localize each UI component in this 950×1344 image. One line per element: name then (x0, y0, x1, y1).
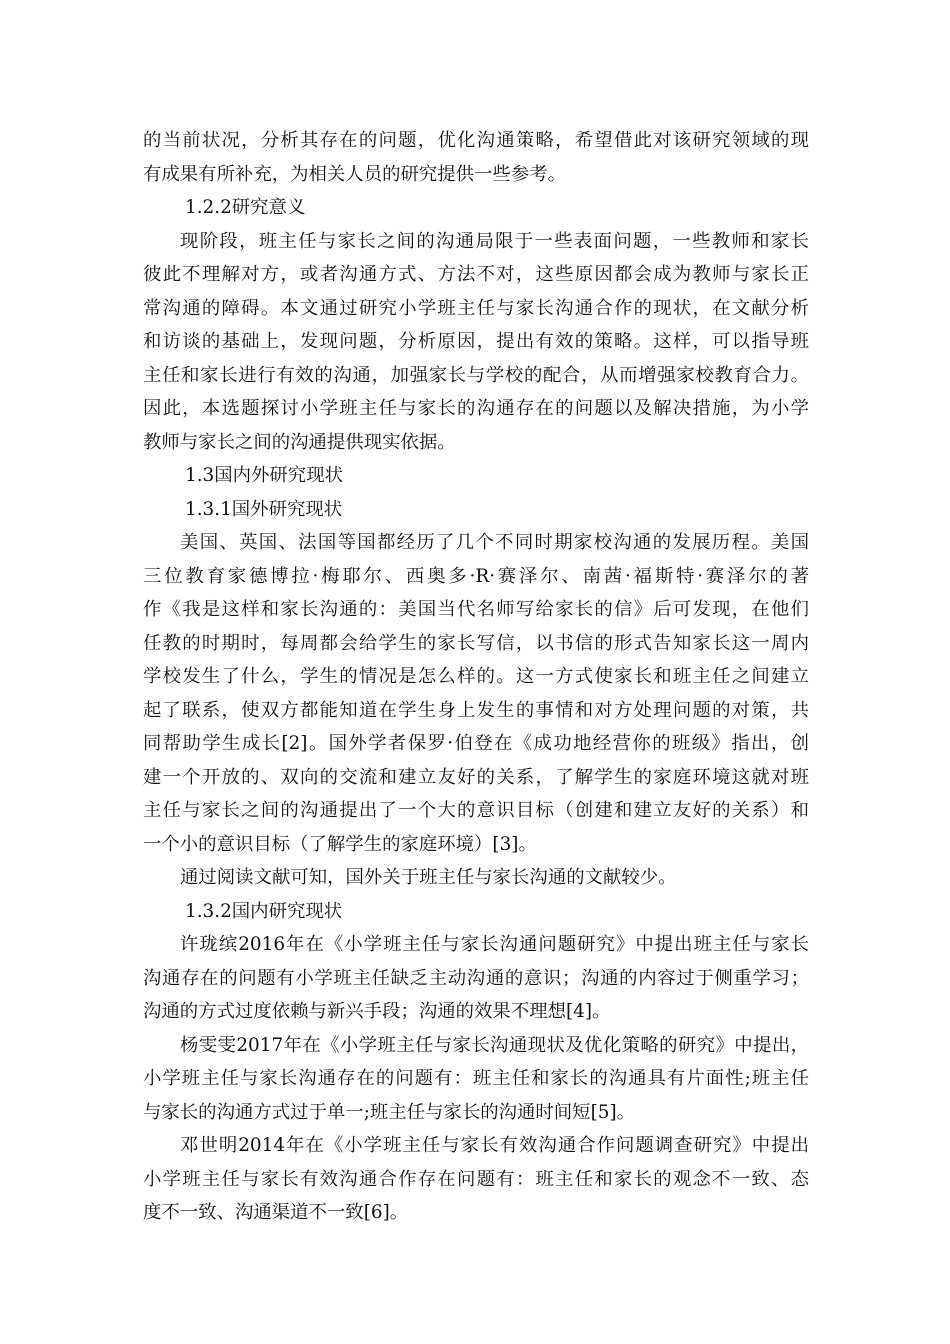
text-line: 主任和家长进行有效的沟通，加强家长与学校的配合，从而增强家校教育合力。 (143, 364, 809, 386)
text-line: 作《我是这样和家长沟通的：美国当代名师写给家长的信》后可发现，在他们 (143, 599, 809, 620)
text-line: 学校发生了什么，学生的情况是怎么样的。这一方式使家长和班主任之间建立 (143, 666, 809, 687)
paragraph (143, 1129, 809, 1230)
text-line: 通过阅读文献可知，国外关于班主任与家长沟通的文献较少。 (180, 867, 677, 888)
text-line: 小学班主任与家长沟通存在的问题有：班主任和家长的沟通具有片面性;班主任 (143, 1068, 809, 1089)
text-line: 一个小的意识目标（了解学生的家庭环境）[3]。 (143, 833, 537, 855)
text-line: 因此，本选题探讨小学班主任与家长的沟通存在的问题以及解决措施，为小学 (143, 398, 809, 419)
section-heading: 1.3国内外研究现状 (185, 465, 343, 486)
paragraph (143, 1029, 809, 1130)
paragraph (143, 124, 809, 191)
text-line: 主任与家长之间的沟通提出了一个大的意识目标（创建和建立友好的关系）和 (143, 800, 809, 821)
section-heading: 1.2.2研究意义 (185, 197, 306, 218)
text-line: 三位教育家德博拉·梅耶尔、西奥多·R·赛泽尔、南茜·福斯特·赛泽尔的著 (143, 565, 809, 587)
text-line: 小学班主任与家长有效沟通合作存在问题有：班主任和家长的观念不一致、态 (143, 1168, 809, 1190)
text-line: 同帮助学生成长[2]。国外学者保罗·伯登在《成功地经营你的班级》指出，创 (143, 733, 809, 754)
paragraph (143, 928, 809, 1029)
text-line: 任教的时期时，每周都会给学生的家长写信，以书信的形式告知家长这一周内 (143, 632, 809, 654)
paragraph (143, 225, 809, 460)
text-line: 起了联系，使双方都能知道在学生身上发生的事情和对方处理问题的对策，共 (143, 699, 809, 721)
text-line: 度不一致、沟通渠道不一致[6]。 (143, 1202, 409, 1223)
text-line: 邓世明2014年在《小学班主任与家长有效沟通合作问题调查研究》中提出 (180, 1135, 809, 1156)
paragraph (143, 526, 809, 861)
text-line: 沟通存在的问题有小学班主任缺乏主动沟通的意识；沟通的内容过于侧重学习； (143, 967, 809, 989)
text-line: 杨雯雯2017年在《小学班主任与家长沟通现状及优化策略的研究》中提出， (180, 1034, 809, 1056)
text-line: 现阶段，班主任与家长之间的沟通局限于一些表面问题，一些教师和家长 (180, 230, 809, 252)
section-heading: 1.3.2国内研究现状 (185, 900, 343, 922)
document-body (143, 124, 809, 1230)
text-line: 和访谈的基础上，发现问题，分析原因，提出有效的策略。这样，可以指导班 (143, 331, 809, 352)
text-line: 的当前状况，分析其存在的问题，优化沟通策略，希望借此对该研究领域的现 (143, 130, 809, 151)
text-line: 教师与家长之间的沟通提供现实依据。 (143, 431, 456, 453)
text-line: 美国、英国、法国等国都经历了几个不同时期家校沟通的发展历程。美国 (180, 532, 809, 553)
text-line: 沟通的方式过度依赖与新兴手段；沟通的效果不理想[4]。 (143, 1001, 611, 1022)
text-line: 许珑缤2016年在《小学班主任与家长沟通问题研究》中提出班主任与家长 (180, 934, 809, 955)
text-line: 与家长的沟通方式过于单一;班主任与家长的沟通时间短[5]。 (143, 1101, 636, 1123)
paragraph (143, 861, 809, 895)
text-line: 常沟通的障碍。本文通过研究小学班主任与家长沟通合作的现状，在文献分析 (143, 297, 809, 319)
text-line: 有成果有所补充，为相关人员的研究提供一些参考。 (143, 163, 566, 185)
section-heading: 1.3.1国外研究现状 (185, 498, 343, 520)
text-line: 建一个开放的、双向的交流和建立友好的关系，了解学生的家庭环境这就对班 (143, 766, 809, 788)
text-line: 彼此不理解对方，或者沟通方式、方法不对，这些原因都会成为教师与家长正 (143, 264, 809, 285)
